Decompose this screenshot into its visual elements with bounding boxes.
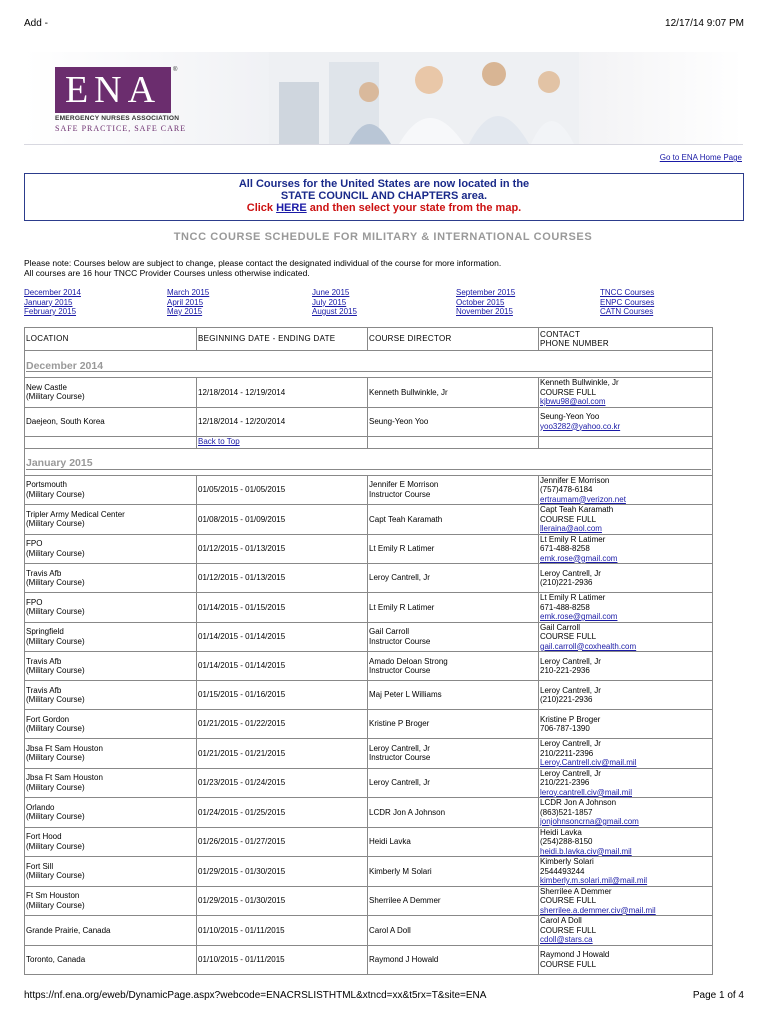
director-cell (368, 407, 539, 436)
table-row (25, 857, 713, 887)
location-text: (Military Course) (26, 724, 85, 733)
contact-cell (539, 505, 713, 535)
month-link[interactable]: May 2015 (167, 307, 203, 316)
contact-text: 210/2211-2396 (540, 748, 594, 758)
table-row (25, 739, 713, 769)
location-text: Daejeon, South Korea (26, 416, 105, 426)
print-header (24, 18, 744, 29)
contact-cell (539, 652, 713, 681)
dates-cell: 01/15/2015 - 01/16/2015 (197, 681, 368, 710)
header-contact-line1: CONTACT (540, 329, 581, 339)
month-link[interactable]: March 2015 (167, 288, 210, 297)
course-type-link[interactable]: CATN Courses (600, 307, 654, 316)
location-text: Tripler Army Medical Center (26, 509, 125, 519)
location-text: Grande Prairie, Canada (26, 925, 111, 935)
dates-cell: 01/12/2015 - 01/13/2015 (197, 564, 368, 593)
table-row (25, 768, 713, 798)
contact-cell (539, 710, 713, 739)
dates-cell: 12/18/2014 - 12/20/2014 (197, 407, 368, 436)
contact-email-link[interactable]: sherrilee.a.demmer.civ@mail.mil (540, 905, 656, 915)
contact-email (540, 935, 711, 945)
month-link[interactable]: November 2015 (456, 307, 513, 316)
month-link[interactable]: April 2015 (167, 297, 204, 307)
month-link-column (456, 288, 515, 317)
contact-cell (539, 945, 713, 974)
director-text: Sherrilee A Demmer (369, 896, 441, 905)
dates-cell: 01/14/2015 - 01/15/2015 (197, 593, 368, 623)
location-text: Jbsa Ft Sam Houston (26, 773, 103, 783)
header-dates: BEGINNING DATE - ENDING DATE (197, 328, 368, 351)
director-text: Carol A Doll (369, 925, 411, 935)
notice-box (24, 173, 744, 221)
contact-text: Kenneth Bullwinkle, Jr (540, 378, 619, 387)
contact-email (540, 906, 711, 916)
dates-cell: 01/05/2015 - 01/05/2015 (197, 475, 368, 505)
location-text: New Castle (26, 382, 67, 392)
contact-email-link[interactable]: Leroy.Cantrell.civ@mail.mil (540, 758, 637, 767)
director-text: Instructor Course (369, 636, 431, 646)
contact-text: LCDR Jon A Johnson (540, 798, 617, 807)
director-text: Instructor Course (369, 666, 431, 675)
director-cell (368, 768, 539, 798)
location-text: (Military Course) (26, 636, 85, 646)
contact-email-link[interactable]: gail.carroll@coxhealth.com (540, 641, 637, 651)
location-text: Travis Afb (26, 685, 62, 695)
month-link[interactable]: February 2015 (24, 307, 77, 316)
location-text: (Military Course) (26, 489, 85, 499)
director-text: Leroy Cantrell, Jr (369, 743, 430, 753)
print-header-right: 12/17/14 9:07 PM (665, 18, 744, 29)
contact-text: COURSE FULL (540, 959, 597, 969)
contact-text: (210)221-2936 (540, 578, 593, 587)
location-text: Travis Afb (26, 568, 62, 578)
empty-cell (539, 436, 713, 448)
notice-line-3 (25, 202, 743, 214)
contact-text: Seung-Yeon Yoo (540, 412, 600, 421)
contact-email-link[interactable]: yoo3282@yahoo.co.kr (540, 421, 621, 431)
location-text: (Military Course) (26, 548, 85, 558)
table-row (25, 652, 713, 681)
director-text: Raymond J Howald (369, 954, 439, 964)
month-header-row (25, 448, 713, 475)
table-row (25, 475, 713, 505)
back-to-top-row (25, 436, 713, 448)
table-row (25, 593, 713, 623)
location-cell (25, 407, 197, 436)
director-text: Jennifer E Morrison (369, 480, 439, 490)
contact-email (540, 847, 711, 857)
location-cell (25, 945, 197, 974)
contact-cell (539, 857, 713, 887)
notice-line-1: All Courses for the United States are now located in the (238, 178, 530, 190)
director-cell (368, 798, 539, 828)
note-line-1: Please note: Courses below are subject to change, please contact the designated individual of the course for more information. (24, 258, 502, 268)
month-link[interactable]: June 2015 (312, 288, 350, 297)
location-cell (25, 505, 197, 535)
contact-cell (539, 681, 713, 710)
contact-cell (539, 378, 713, 408)
director-cell (368, 886, 539, 916)
contact-text: (254)288-8150 (540, 837, 593, 846)
contact-text: 671-488-8258 (540, 544, 590, 553)
month-header-cell (25, 351, 713, 378)
dates-cell: 01/26/2015 - 01/27/2015 (197, 827, 368, 857)
print-footer (24, 990, 744, 1001)
month-link-column (312, 288, 357, 317)
month-header-row (25, 351, 713, 378)
notice-line-2: STATE COUNCIL AND CHAPTERS area. (280, 190, 488, 202)
director-text: Instructor Course (369, 753, 431, 763)
month-link[interactable]: August 2015 (312, 307, 357, 316)
empty-cell (25, 436, 197, 448)
schedule-note (24, 258, 501, 278)
header-location: LOCATION (25, 328, 197, 351)
location-text: Toronto, Canada (26, 954, 86, 964)
table-row (25, 945, 713, 974)
month-link-column (167, 288, 209, 317)
contact-email-link[interactable]: cdoll@stars.ca (540, 935, 593, 944)
table-row (25, 710, 713, 739)
dates-cell: 01/10/2015 - 01/11/2015 (197, 945, 368, 974)
location-cell (25, 475, 197, 505)
contact-email-link[interactable]: emk.rose@gmail.com (540, 612, 618, 621)
contact-text: Heidi Lavka (540, 827, 582, 837)
table-row (25, 505, 713, 535)
table-row (25, 407, 713, 436)
contact-text: COURSE FULL (540, 387, 597, 397)
director-text: Kristine P Broger (369, 719, 430, 729)
dates-cell: 01/08/2015 - 01/09/2015 (197, 505, 368, 535)
ena-logo-mark: ENA (55, 67, 171, 113)
print-header-left: Add - (24, 18, 48, 29)
location-text: (Military Course) (26, 666, 85, 675)
contact-email-link[interactable]: heidi.b.lavka.civ@mail.mil (540, 846, 632, 856)
dates-cell: 01/14/2015 - 01/14/2015 (197, 622, 368, 652)
contact-text: Raymond J Howald (540, 950, 610, 959)
table-row (25, 564, 713, 593)
org-name: EMERGENCY NURSES ASSOCIATION (55, 115, 180, 122)
director-cell (368, 916, 539, 946)
location-text: Portsmouth (26, 480, 67, 490)
contact-text: COURSE FULL (540, 514, 597, 524)
location-cell (25, 739, 197, 769)
contact-text: Jennifer E Morrison (540, 475, 610, 485)
dates-cell: 01/29/2015 - 01/30/2015 (197, 857, 368, 887)
location-text: Jbsa Ft Sam Houston (26, 743, 103, 753)
location-text: FPO (26, 539, 43, 549)
month-header-cell (25, 448, 713, 475)
course-type-link[interactable]: ENPC Courses (600, 297, 655, 307)
director-text: Heidi Lavka (369, 837, 411, 846)
header-contact-line2: PHONE NUMBER (540, 339, 609, 348)
director-text: Maj Peter L Williams (369, 690, 442, 700)
location-cell (25, 378, 197, 408)
contact-cell (539, 475, 713, 505)
contact-email (540, 524, 711, 534)
back-to-top-link[interactable]: Back to Top (198, 437, 240, 447)
location-text: Travis Afb (26, 656, 62, 666)
contact-email-link[interactable]: kimberly.m.solari.mil@mail.mil (540, 876, 648, 885)
contact-cell (539, 564, 713, 593)
schedule-title: TNCC COURSE SCHEDULE FOR MILITARY & INTERNATIONAL COURSES (173, 231, 593, 243)
table-header-row (25, 328, 713, 351)
table-row (25, 827, 713, 857)
notice-click-suffix: and then select your state from the map. (306, 202, 522, 214)
month-link[interactable]: September 2015 (456, 288, 516, 297)
ena-banner (24, 52, 743, 145)
month-title: December 2014 (26, 362, 711, 373)
location-cell (25, 886, 197, 916)
dates-cell: 01/10/2015 - 01/11/2015 (197, 916, 368, 946)
contact-cell (539, 534, 713, 564)
director-cell (368, 857, 539, 887)
location-cell (25, 710, 197, 739)
location-text: Springfield (26, 627, 64, 637)
location-text: (Military Course) (26, 392, 85, 402)
contact-email-link[interactable]: emk.rose@gmail.com (540, 553, 618, 563)
contact-email (540, 422, 711, 432)
location-text: (Military Course) (26, 812, 85, 822)
contact-cell (539, 407, 713, 436)
contact-text: 671-488-8258 (540, 602, 590, 612)
director-text: Lt Emily R Latimer (369, 544, 435, 553)
director-cell (368, 827, 539, 857)
dates-cell: 01/14/2015 - 01/14/2015 (197, 652, 368, 681)
contact-email (540, 554, 711, 564)
contact-email-link[interactable]: leroy.cantrell.civ@mail.mil (540, 787, 632, 797)
director-cell (368, 475, 539, 505)
director-cell (368, 564, 539, 593)
contact-email (540, 397, 711, 407)
contact-email (540, 612, 711, 622)
table-row (25, 916, 713, 946)
empty-cell (368, 436, 539, 448)
director-cell (368, 945, 539, 974)
director-cell (368, 622, 539, 652)
director-text: Kimberly M Solari (369, 866, 432, 876)
contact-text: COURSE FULL (540, 925, 597, 935)
contact-text: 706-787-1390 (540, 724, 590, 733)
contact-email (540, 758, 711, 768)
contact-cell (539, 798, 713, 828)
location-cell (25, 916, 197, 946)
month-link[interactable]: December 2014 (24, 288, 81, 297)
course-schedule-table (24, 327, 713, 975)
month-link[interactable]: July 2015 (312, 297, 347, 307)
table-row (25, 886, 713, 916)
location-cell (25, 564, 197, 593)
back-to-top-cell (197, 436, 368, 448)
director-cell (368, 681, 539, 710)
director-cell (368, 593, 539, 623)
location-text: (Military Course) (26, 841, 85, 851)
contact-text: 2544493244 (540, 866, 585, 876)
location-text: (Military Course) (26, 753, 85, 763)
location-cell (25, 768, 197, 798)
director-text: Amado Deloan Strong (369, 656, 448, 666)
table-row (25, 534, 713, 564)
director-text: LCDR Jon A Johnson (369, 807, 446, 817)
contact-email-link[interactable]: jonjohnsoncrna@gmail.com (540, 817, 639, 826)
contact-text: Leroy Cantrell, Jr (540, 568, 601, 578)
dates-cell: 01/12/2015 - 01/13/2015 (197, 534, 368, 564)
contact-email (540, 817, 711, 827)
contact-text: Leroy Cantrell, Jr (540, 656, 601, 666)
director-cell (368, 534, 539, 564)
page-number: Page 1 of 4 (692, 990, 744, 1001)
location-text: (Military Course) (26, 782, 85, 792)
location-text: (Military Course) (26, 695, 85, 704)
ena-home-link[interactable]: Go to ENA Home Page (659, 153, 742, 162)
contact-text: Sherrilee A Demmer (540, 886, 612, 896)
contact-email-link[interactable]: lleraina@aol.com (540, 524, 602, 533)
org-tagline: SAFE PRACTICE, SAFE CARE (55, 124, 187, 133)
location-cell (25, 857, 197, 887)
director-cell (368, 739, 539, 769)
location-text: (Military Course) (26, 578, 85, 587)
location-text: (Military Course) (26, 900, 85, 910)
director-text: Capt Teah Karamath (369, 514, 443, 524)
contact-text: 210-221-2936 (540, 666, 590, 675)
location-text: (Military Course) (26, 607, 85, 617)
course-type-link[interactable]: TNCC Courses (600, 288, 655, 297)
month-link[interactable]: January 2015 (24, 297, 73, 307)
location-cell (25, 827, 197, 857)
director-text: Instructor Course (369, 489, 431, 499)
contact-cell (539, 768, 713, 798)
table-row (25, 622, 713, 652)
notice-click-prefix: Click (246, 202, 277, 214)
director-text: Leroy Cantrell, Jr (369, 573, 430, 583)
director-text: Gail Carroll (369, 627, 410, 637)
contact-cell (539, 886, 713, 916)
director-cell (368, 710, 539, 739)
contact-text: Gail Carroll (540, 622, 581, 632)
contact-text: (210)221-2936 (540, 695, 593, 704)
month-link-column (24, 288, 81, 317)
table-row (25, 798, 713, 828)
director-text: Leroy Cantrell, Jr (369, 778, 430, 787)
header-director: COURSE DIRECTOR (368, 328, 539, 351)
location-text: Fort Hood (26, 832, 62, 842)
contact-email (540, 788, 711, 798)
location-text: Fort Gordon (26, 714, 70, 724)
contact-email (540, 642, 711, 652)
location-text: Orlando (26, 802, 55, 812)
location-text: (Military Course) (26, 519, 85, 529)
ena-logo[interactable] (55, 67, 195, 135)
contact-email (540, 495, 711, 505)
contact-cell (539, 916, 713, 946)
contact-text: Kimberly Solari (540, 857, 594, 866)
contact-text: Capt Teah Karamath (540, 505, 614, 514)
contact-text: Leroy Cantrell, Jr (540, 685, 601, 695)
table-row (25, 681, 713, 710)
course-link-column (600, 288, 654, 317)
location-cell (25, 534, 197, 564)
contact-text: Leroy Cantrell, Jr (540, 739, 601, 748)
location-text: Fort Sill (26, 861, 54, 871)
contact-cell (539, 739, 713, 769)
contact-email-link[interactable]: kjbwu98@aol.com (540, 397, 606, 406)
director-cell (368, 378, 539, 408)
registered-mark: ® (173, 67, 178, 73)
contact-text: COURSE FULL (540, 896, 597, 905)
dates-cell: 01/24/2015 - 01/25/2015 (197, 798, 368, 828)
contact-text: (863)521-1857 (540, 807, 593, 817)
location-cell (25, 622, 197, 652)
contact-text: Lt Emily R Latimer (540, 593, 606, 602)
contact-text: Lt Emily R Latimer (540, 534, 606, 544)
location-cell (25, 681, 197, 710)
page-url: https://nf.ena.org/eweb/DynamicPage.aspx?webcode=ENACRSLISTHTML&xtncd=xx&t5rx=T&site=ENA (24, 990, 487, 1001)
director-text: Lt Emily R Latimer (369, 602, 435, 612)
nurses-photo (269, 52, 579, 144)
dates-cell: 01/21/2015 - 01/21/2015 (197, 739, 368, 769)
contact-text: Carol A Doll (540, 916, 582, 925)
location-text: Ft Sm Houston (26, 891, 80, 901)
contact-text: (757)478-6184 (540, 485, 593, 494)
contact-text: Kristine P Broger (540, 714, 601, 724)
table-row (25, 378, 713, 408)
location-cell (25, 593, 197, 623)
dates-cell: 01/29/2015 - 01/30/2015 (197, 886, 368, 916)
contact-cell (539, 827, 713, 857)
month-link[interactable]: October 2015 (456, 297, 505, 307)
director-cell (368, 505, 539, 535)
contact-email-link[interactable]: ertraumam@verizon.net (540, 494, 626, 504)
header-contact (539, 328, 713, 351)
contact-text: COURSE FULL (540, 632, 597, 641)
month-title: January 2015 (26, 459, 711, 470)
director-cell (368, 652, 539, 681)
contact-text: 210/221-2396 (540, 778, 590, 787)
dates-cell: 01/23/2015 - 01/24/2015 (197, 768, 368, 798)
location-text: FPO (26, 597, 43, 607)
dates-cell: 01/21/2015 - 01/22/2015 (197, 710, 368, 739)
location-cell (25, 652, 197, 681)
contact-cell (539, 622, 713, 652)
contact-cell (539, 593, 713, 623)
director-text: Seung-Yeon Yoo (369, 416, 429, 426)
location-text: (Military Course) (26, 871, 85, 881)
here-link[interactable]: HERE (276, 202, 307, 214)
contact-email (540, 876, 711, 886)
director-text: Kenneth Bullwinkle, Jr (369, 387, 448, 397)
location-cell (25, 798, 197, 828)
contact-text: Leroy Cantrell, Jr (540, 768, 601, 778)
note-line-2: All courses are 16 hour TNCC Provider Courses unless otherwise indicated. (24, 268, 310, 278)
dates-cell: 12/18/2014 - 12/19/2014 (197, 378, 368, 408)
